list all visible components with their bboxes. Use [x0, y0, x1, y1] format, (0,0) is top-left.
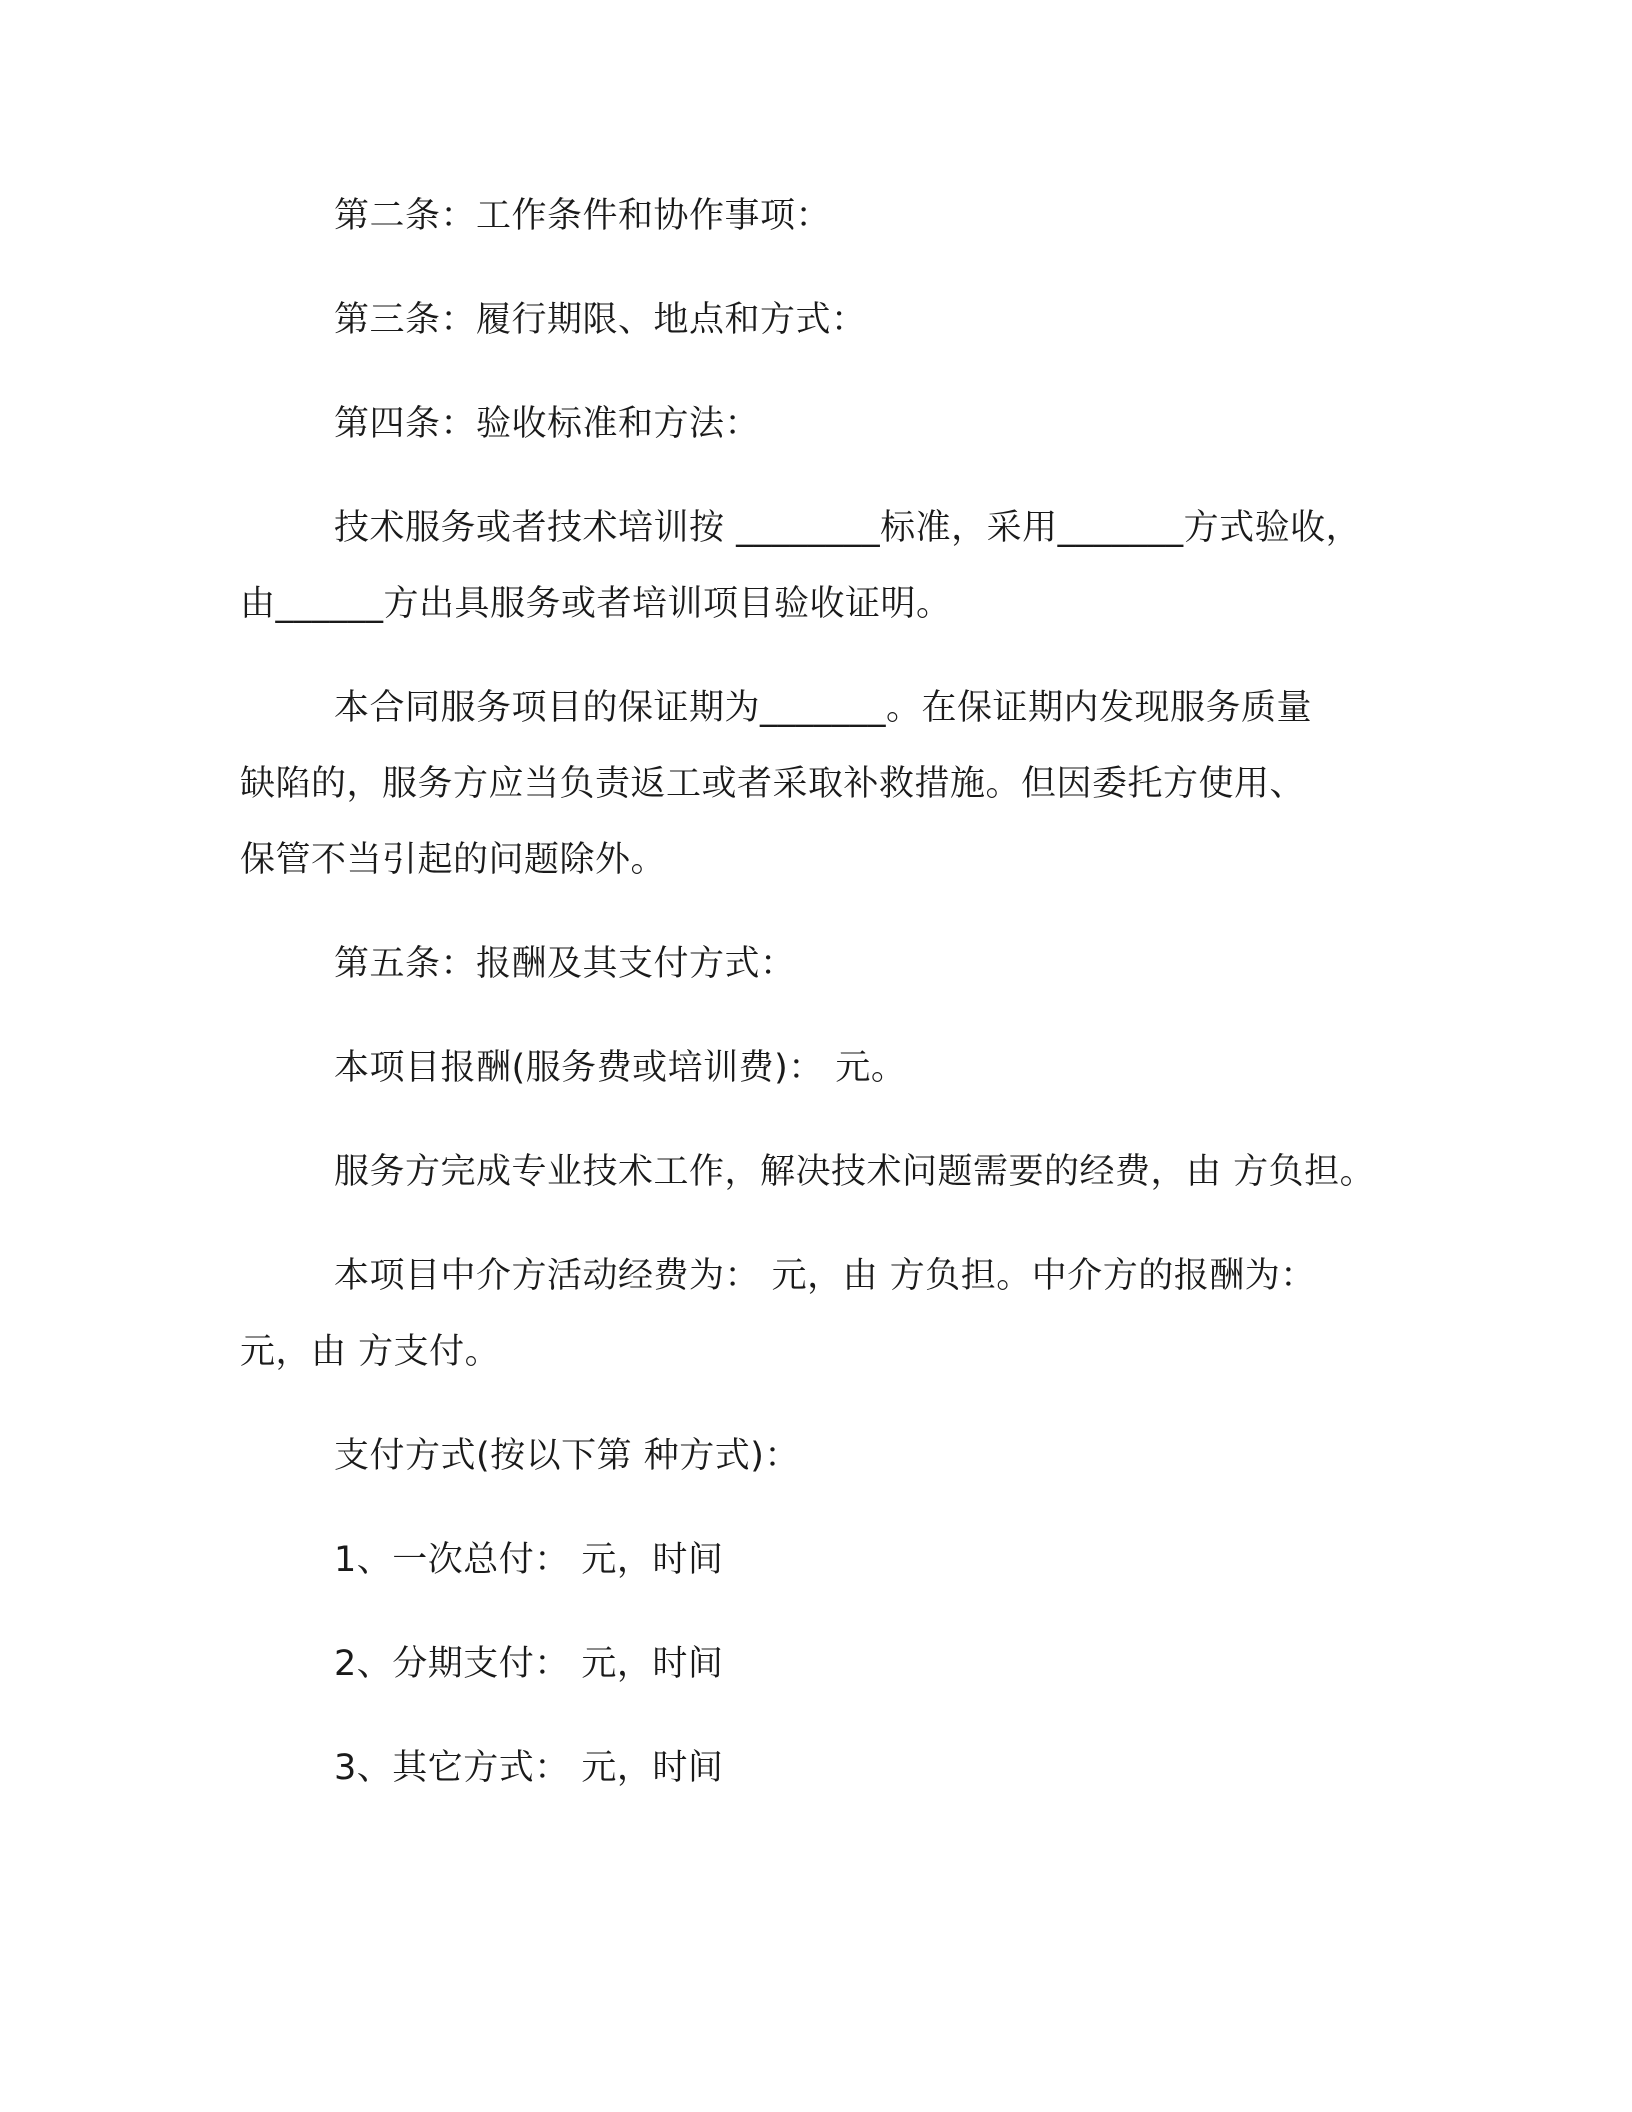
payment-option-1: 1、一次总付： 元，时间	[334, 1540, 724, 1580]
payment-option-2: 2、分期支付： 元，时间	[334, 1644, 724, 1684]
warranty-line-3: 保管不当引起的问题除外。	[240, 840, 667, 880]
remuneration-line: 本项目报酬(服务费或培训费)： 元。	[334, 1048, 907, 1088]
acceptance-standard-line-2: 由______方出具服务或者培训项目验收证明。	[240, 584, 952, 624]
payment-option-3: 3、其它方式： 元，时间	[334, 1748, 724, 1788]
warranty-line-2: 缺陷的，服务方应当负责返工或者采取补救措施。但因委托方使用、	[240, 764, 1306, 804]
warranty-line-1: 本合同服务项目的保证期为_______。在保证期内发现服务质量	[334, 688, 1313, 728]
article-2-heading: 第二条：工作条件和协作事项：	[334, 196, 832, 236]
expense-burden-line: 服务方完成专业技术工作，解决技术问题需要的经费，由 方负担。	[334, 1152, 1376, 1192]
intermediary-line-2: 元，由 方支付。	[240, 1332, 501, 1372]
article-4-heading: 第四条：验收标准和方法：	[334, 404, 761, 444]
acceptance-standard-line-1: 技术服务或者技术培训按 ________标准，采用_______方式验收，	[334, 508, 1362, 548]
article-3-heading: 第三条：履行期限、地点和方式：	[334, 300, 867, 340]
article-5-heading: 第五条：报酬及其支付方式：	[334, 944, 796, 984]
payment-method-heading: 支付方式(按以下第 种方式)：	[334, 1436, 800, 1476]
intermediary-line-1: 本项目中介方活动经费为： 元，由 方负担。中介方的报酬为：	[334, 1256, 1316, 1296]
